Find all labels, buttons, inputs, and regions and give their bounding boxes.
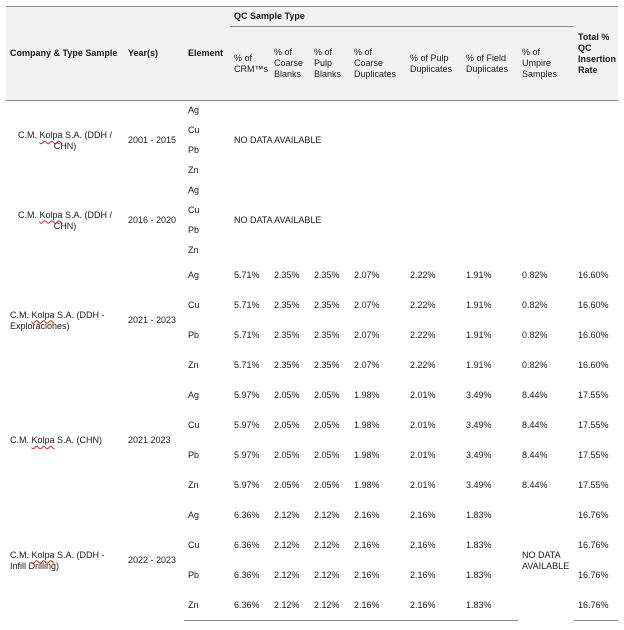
- field-dup-cell: 1.91%: [466, 360, 492, 370]
- element-cell: Zn: [184, 591, 230, 621]
- company-cell: C.M. Kolpa S.A. (DDH / CHN): [17, 209, 113, 231]
- coarse-dup-cell: 1.98%: [354, 420, 380, 430]
- coarse-dup-cell: 2.07%: [354, 330, 380, 340]
- pulp-blanks-cell: 2.12%: [314, 570, 340, 580]
- coarse-dup-cell: 1.98%: [354, 480, 380, 490]
- total-cell: 16.60%: [578, 360, 609, 370]
- element-cell: Ag: [188, 510, 200, 520]
- header-coarse-blanks: % of Coarse Blanks: [270, 27, 310, 101]
- field-dup-cell: 3.49%: [466, 480, 492, 490]
- crm-cell: 5.71%: [234, 330, 260, 340]
- field-dup-cell: 1.83%: [466, 540, 492, 550]
- element-cell: Ag: [188, 105, 200, 116]
- total-cell: 16.60%: [578, 330, 609, 340]
- header-pulp-duplicates: % of Pulp Duplicates: [406, 27, 462, 101]
- total-cell: 17.55%: [578, 390, 609, 400]
- pulp-blanks-cell: 2.05%: [314, 480, 340, 490]
- field-dup-cell: 1.91%: [466, 270, 492, 280]
- crm-cell: 5.97%: [234, 450, 260, 460]
- crm-cell: 5.97%: [234, 390, 260, 400]
- spellcheck-word: Kolpa: [39, 129, 63, 140]
- pulp-dup-cell: 2.16%: [406, 591, 462, 621]
- coarse-dup-cell: 2.16%: [354, 510, 380, 520]
- company-cell: C.M. Kolpa S.A. (CHN): [10, 435, 103, 445]
- element-cell: Ag: [188, 185, 200, 195]
- pulp-dup-cell: 2.01%: [410, 390, 436, 400]
- element-cell: Pb: [188, 145, 200, 155]
- element-cell: Pb: [188, 570, 200, 580]
- total-cell: 16.60%: [578, 300, 609, 310]
- element-cell: Zn: [188, 480, 199, 490]
- pulp-dup-cell: 2.22%: [410, 330, 436, 340]
- table-row: [6, 501, 618, 531]
- coarse-dup-cell: 2.07%: [354, 270, 380, 280]
- crm-cell: 5.71%: [234, 300, 260, 310]
- coarse-blanks-cell: 2.12%: [270, 591, 310, 621]
- header-qc-sample-type: QC Sample Type: [230, 7, 574, 27]
- pulp-dup-cell: 2.16%: [410, 540, 436, 550]
- element-cell: Pb: [188, 330, 200, 340]
- table-row: [6, 181, 618, 201]
- table-row: [6, 101, 618, 121]
- umpire-cell: 8.44%: [522, 420, 548, 430]
- element-cell: Cu: [188, 300, 200, 310]
- umpire-cell: 8.44%: [522, 390, 548, 400]
- element-cell: Pb: [188, 225, 200, 235]
- pulp-dup-cell: 2.22%: [410, 300, 436, 310]
- pulp-dup-cell: 2.01%: [410, 480, 436, 490]
- element-cell: Ag: [188, 270, 200, 280]
- spellcheck-word: Kolpa: [31, 309, 55, 320]
- pulp-dup-cell: 2.22%: [410, 360, 436, 370]
- field-dup-cell: 1.91%: [466, 330, 492, 340]
- field-dup-cell: 3.49%: [466, 450, 492, 460]
- pulp-dup-cell: 2.22%: [410, 270, 436, 280]
- table-row: [6, 261, 618, 291]
- coarse-dup-cell: 2.16%: [354, 540, 380, 550]
- coarse-blanks-cell: 2.05%: [274, 390, 300, 400]
- years-cell: 2016 - 2020: [128, 215, 177, 225]
- pulp-blanks-cell: 2.35%: [314, 330, 340, 340]
- pulp-dup-cell: 2.01%: [410, 450, 436, 460]
- coarse-blanks-cell: 2.12%: [274, 510, 300, 520]
- total-cell: 16.60%: [578, 270, 609, 280]
- element-cell: Cu: [188, 420, 200, 430]
- field-dup-cell: 3.49%: [466, 390, 492, 400]
- header-company: Company & Type Sample: [6, 7, 124, 101]
- total-cell: 17.55%: [578, 480, 609, 490]
- header-total-qc-insertion-rate: Total % QC Insertion Rate: [574, 7, 618, 101]
- qc-document: [6, 6, 618, 621]
- company-cell: C.M. Kolpa S.A. (DDH - Infill Drilling): [10, 549, 105, 571]
- crm-cell: 5.97%: [234, 480, 260, 490]
- field-dup-cell: 1.83%: [466, 510, 492, 520]
- years-cell: 2021 - 2023: [128, 315, 177, 325]
- years-cell: 2021 2023: [128, 435, 171, 445]
- header-years: Year(s): [124, 7, 184, 101]
- years-cell: 2001 - 2015: [128, 135, 177, 146]
- pulp-blanks-cell: 2.12%: [310, 591, 350, 621]
- pulp-blanks-cell: 2.35%: [314, 300, 340, 310]
- pulp-blanks-cell: 2.05%: [314, 450, 340, 460]
- total-cell: 16.76%: [578, 510, 609, 520]
- coarse-blanks-cell: 2.35%: [274, 270, 300, 280]
- crm-cell: 6.36%: [234, 570, 260, 580]
- element-cell: Zn: [188, 245, 199, 255]
- crm-cell: 6.36%: [234, 540, 260, 550]
- crm-cell: 6.36%: [230, 591, 270, 621]
- element-cell: Cu: [188, 125, 200, 135]
- umpire-no-data-cell: NO DATA AVAILABLE: [522, 549, 570, 571]
- umpire-cell: 8.44%: [522, 480, 548, 490]
- umpire-cell: 8.44%: [522, 450, 548, 460]
- table-row: [6, 381, 618, 411]
- coarse-blanks-cell: 2.12%: [274, 570, 300, 580]
- coarse-blanks-cell: 2.05%: [274, 450, 300, 460]
- coarse-blanks-cell: 2.05%: [274, 420, 300, 430]
- spellcheck-word: Kolpa: [31, 435, 55, 445]
- total-cell: 17.55%: [578, 420, 609, 430]
- coarse-dup-cell: 2.07%: [354, 360, 380, 370]
- coarse-blanks-cell: 2.35%: [274, 360, 300, 370]
- field-dup-cell: 1.83%: [466, 570, 492, 580]
- header-field-duplicates: % of Field Duplicates: [462, 27, 518, 101]
- coarse-blanks-cell: 2.35%: [274, 300, 300, 310]
- no-data-cell: NO DATA AVAILABLE: [234, 215, 322, 225]
- field-dup-cell: 1.91%: [466, 300, 492, 310]
- element-cell: Cu: [188, 540, 200, 550]
- coarse-dup-cell: 1.98%: [354, 450, 380, 460]
- years-cell: 2022 - 2023: [128, 555, 177, 565]
- coarse-dup-cell: 2.16%: [350, 591, 406, 621]
- header-umpire-samples: % of Umpire Samples: [518, 27, 574, 101]
- header-element: Element: [184, 7, 230, 101]
- coarse-blanks-cell: 2.35%: [274, 330, 300, 340]
- umpire-cell: 0.82%: [522, 270, 548, 280]
- total-cell: 16.76%: [578, 540, 609, 550]
- header-crm: % of CRM™s: [230, 27, 270, 101]
- pulp-blanks-cell: 2.35%: [314, 270, 340, 280]
- element-cell: Ag: [188, 390, 200, 400]
- element-cell: Cu: [188, 205, 200, 215]
- umpire-cell: 0.82%: [522, 330, 548, 340]
- coarse-blanks-cell: 2.12%: [274, 540, 300, 550]
- company-cell: C.M. Kolpa S.A. (DDH / CHN): [17, 129, 113, 151]
- element-cell: Zn: [188, 360, 199, 370]
- coarse-dup-cell: 1.98%: [354, 390, 380, 400]
- pulp-dup-cell: 2.16%: [410, 570, 436, 580]
- pulp-blanks-cell: 2.12%: [314, 540, 340, 550]
- pulp-blanks-cell: 2.05%: [314, 390, 340, 400]
- header-pulp-blanks: % of Pulp Blanks: [310, 27, 350, 101]
- crm-cell: 5.71%: [234, 360, 260, 370]
- pulp-dup-cell: 2.01%: [410, 420, 436, 430]
- crm-cell: 5.97%: [234, 420, 260, 430]
- coarse-dup-cell: 2.16%: [354, 570, 380, 580]
- total-cell: 16.76%: [578, 570, 609, 580]
- total-cell: 17.55%: [578, 450, 609, 460]
- field-dup-cell: 3.49%: [466, 420, 492, 430]
- qc-insertion-table: [6, 6, 618, 621]
- crm-cell: 6.36%: [234, 510, 260, 520]
- total-cell: 16.76%: [574, 591, 618, 621]
- pulp-blanks-cell: 2.35%: [314, 360, 340, 370]
- element-cell: Pb: [188, 450, 200, 460]
- pulp-dup-cell: 2.16%: [410, 510, 436, 520]
- header-coarse-duplicates: % of Coarse Duplicates: [350, 27, 406, 101]
- field-dup-cell: 1.83%: [462, 591, 518, 621]
- pulp-blanks-cell: 2.12%: [314, 510, 340, 520]
- element-cell: Zn: [188, 165, 199, 175]
- coarse-blanks-cell: 2.05%: [274, 480, 300, 490]
- coarse-dup-cell: 2.07%: [354, 300, 380, 310]
- spellcheck-word: Kolpa: [31, 549, 55, 560]
- umpire-cell: 0.82%: [522, 300, 548, 310]
- pulp-blanks-cell: 2.05%: [314, 420, 340, 430]
- spellcheck-word: Kolpa: [39, 209, 63, 220]
- crm-cell: 5.71%: [234, 270, 260, 280]
- company-name: C.M. Kolpa S.A. (DDH - Exploraciones): [10, 309, 105, 331]
- company-cell: [6, 261, 124, 381]
- umpire-cell: 0.82%: [522, 360, 548, 370]
- no-data-cell: NO DATA AVAILABLE: [234, 135, 322, 146]
